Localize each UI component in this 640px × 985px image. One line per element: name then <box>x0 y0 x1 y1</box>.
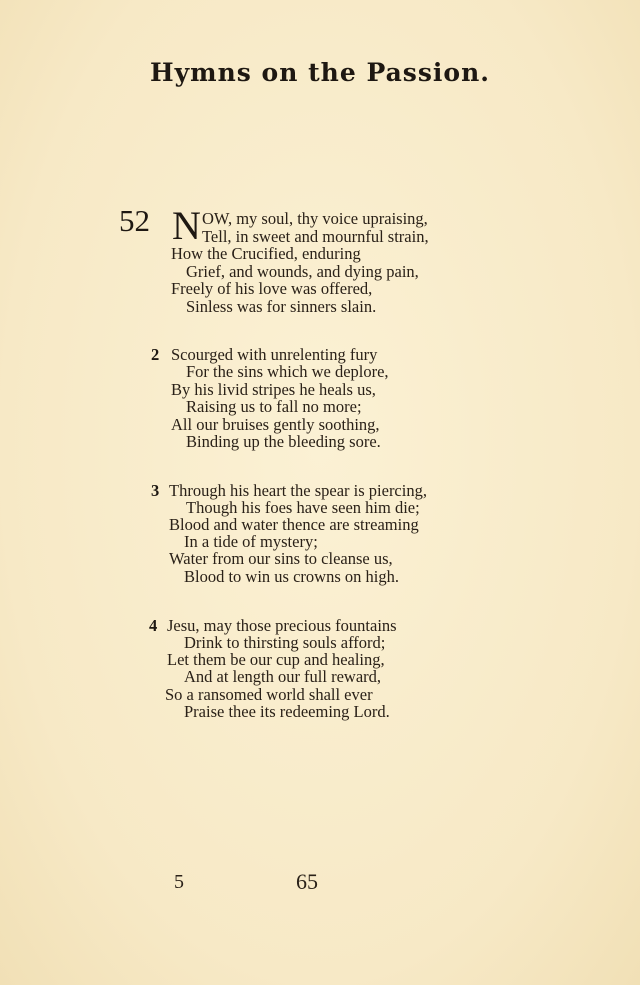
verse-3-line-4: In a tide of mystery; <box>184 532 318 551</box>
verse-1-line-2: Tell, in sweet and mournful strain, <box>202 227 429 246</box>
signature-mark: 5 <box>174 871 184 893</box>
hymn-number: 52 <box>119 203 150 238</box>
verse-4-number: 4 <box>149 616 158 635</box>
verse-3-line-5: Water from our sins to cleanse us, <box>169 549 393 568</box>
verse-3-line-6: Blood to win us crowns on high. <box>184 567 399 586</box>
verse-2-line-6: Binding up the bleeding sore. <box>186 432 381 451</box>
verse-4-line-4: And at length our full reward, <box>184 667 382 686</box>
verse-2-line-2: For the sins which we deplore, <box>186 362 389 381</box>
verse-1-line-6: Sinless was for sinners slain. <box>186 297 377 316</box>
verse-2-number: 2 <box>151 345 160 364</box>
page-number: 65 <box>296 869 318 894</box>
verse-4-line-1: Jesu, may those precious fountains <box>167 616 397 635</box>
verse-4-line-6: Praise thee its redeeming Lord. <box>184 702 390 721</box>
verse-1-line-4: Grief, and wounds, and dying pain, <box>186 262 419 281</box>
verse-2-line-1: Scourged with unrelenting fury <box>171 345 378 364</box>
verse-4-line-3: Let them be our cup and healing, <box>167 650 385 669</box>
verse-1-line-3: How the Crucified, enduring <box>171 244 361 263</box>
verse-2-line-3: By his livid stripes he heals us, <box>171 380 376 399</box>
verse-2-line-4: Raising us to fall no more; <box>186 397 362 416</box>
drop-cap: N <box>172 203 201 248</box>
verse-3-number: 3 <box>151 481 160 500</box>
verse-3-line-3: Blood and water thence are streaming <box>169 515 419 534</box>
verse-3-line-1: Through his heart the spear is piercing, <box>169 481 427 500</box>
page-header: Hymns on the Passion. <box>150 58 490 87</box>
verse-2-line-5: All our bruises gently soothing, <box>171 415 380 434</box>
verse-3-line-2: Though his foes have seen him die; <box>186 498 420 517</box>
verse-4-line-5: So a ransomed world shall ever <box>165 685 373 704</box>
verse-1-line-1: OW, my soul, thy voice upraising, <box>202 209 428 228</box>
verse-1-line-5: Freely of his love was offered, <box>171 279 373 298</box>
verse-4-line-2: Drink to thirsting souls afford; <box>184 633 386 652</box>
